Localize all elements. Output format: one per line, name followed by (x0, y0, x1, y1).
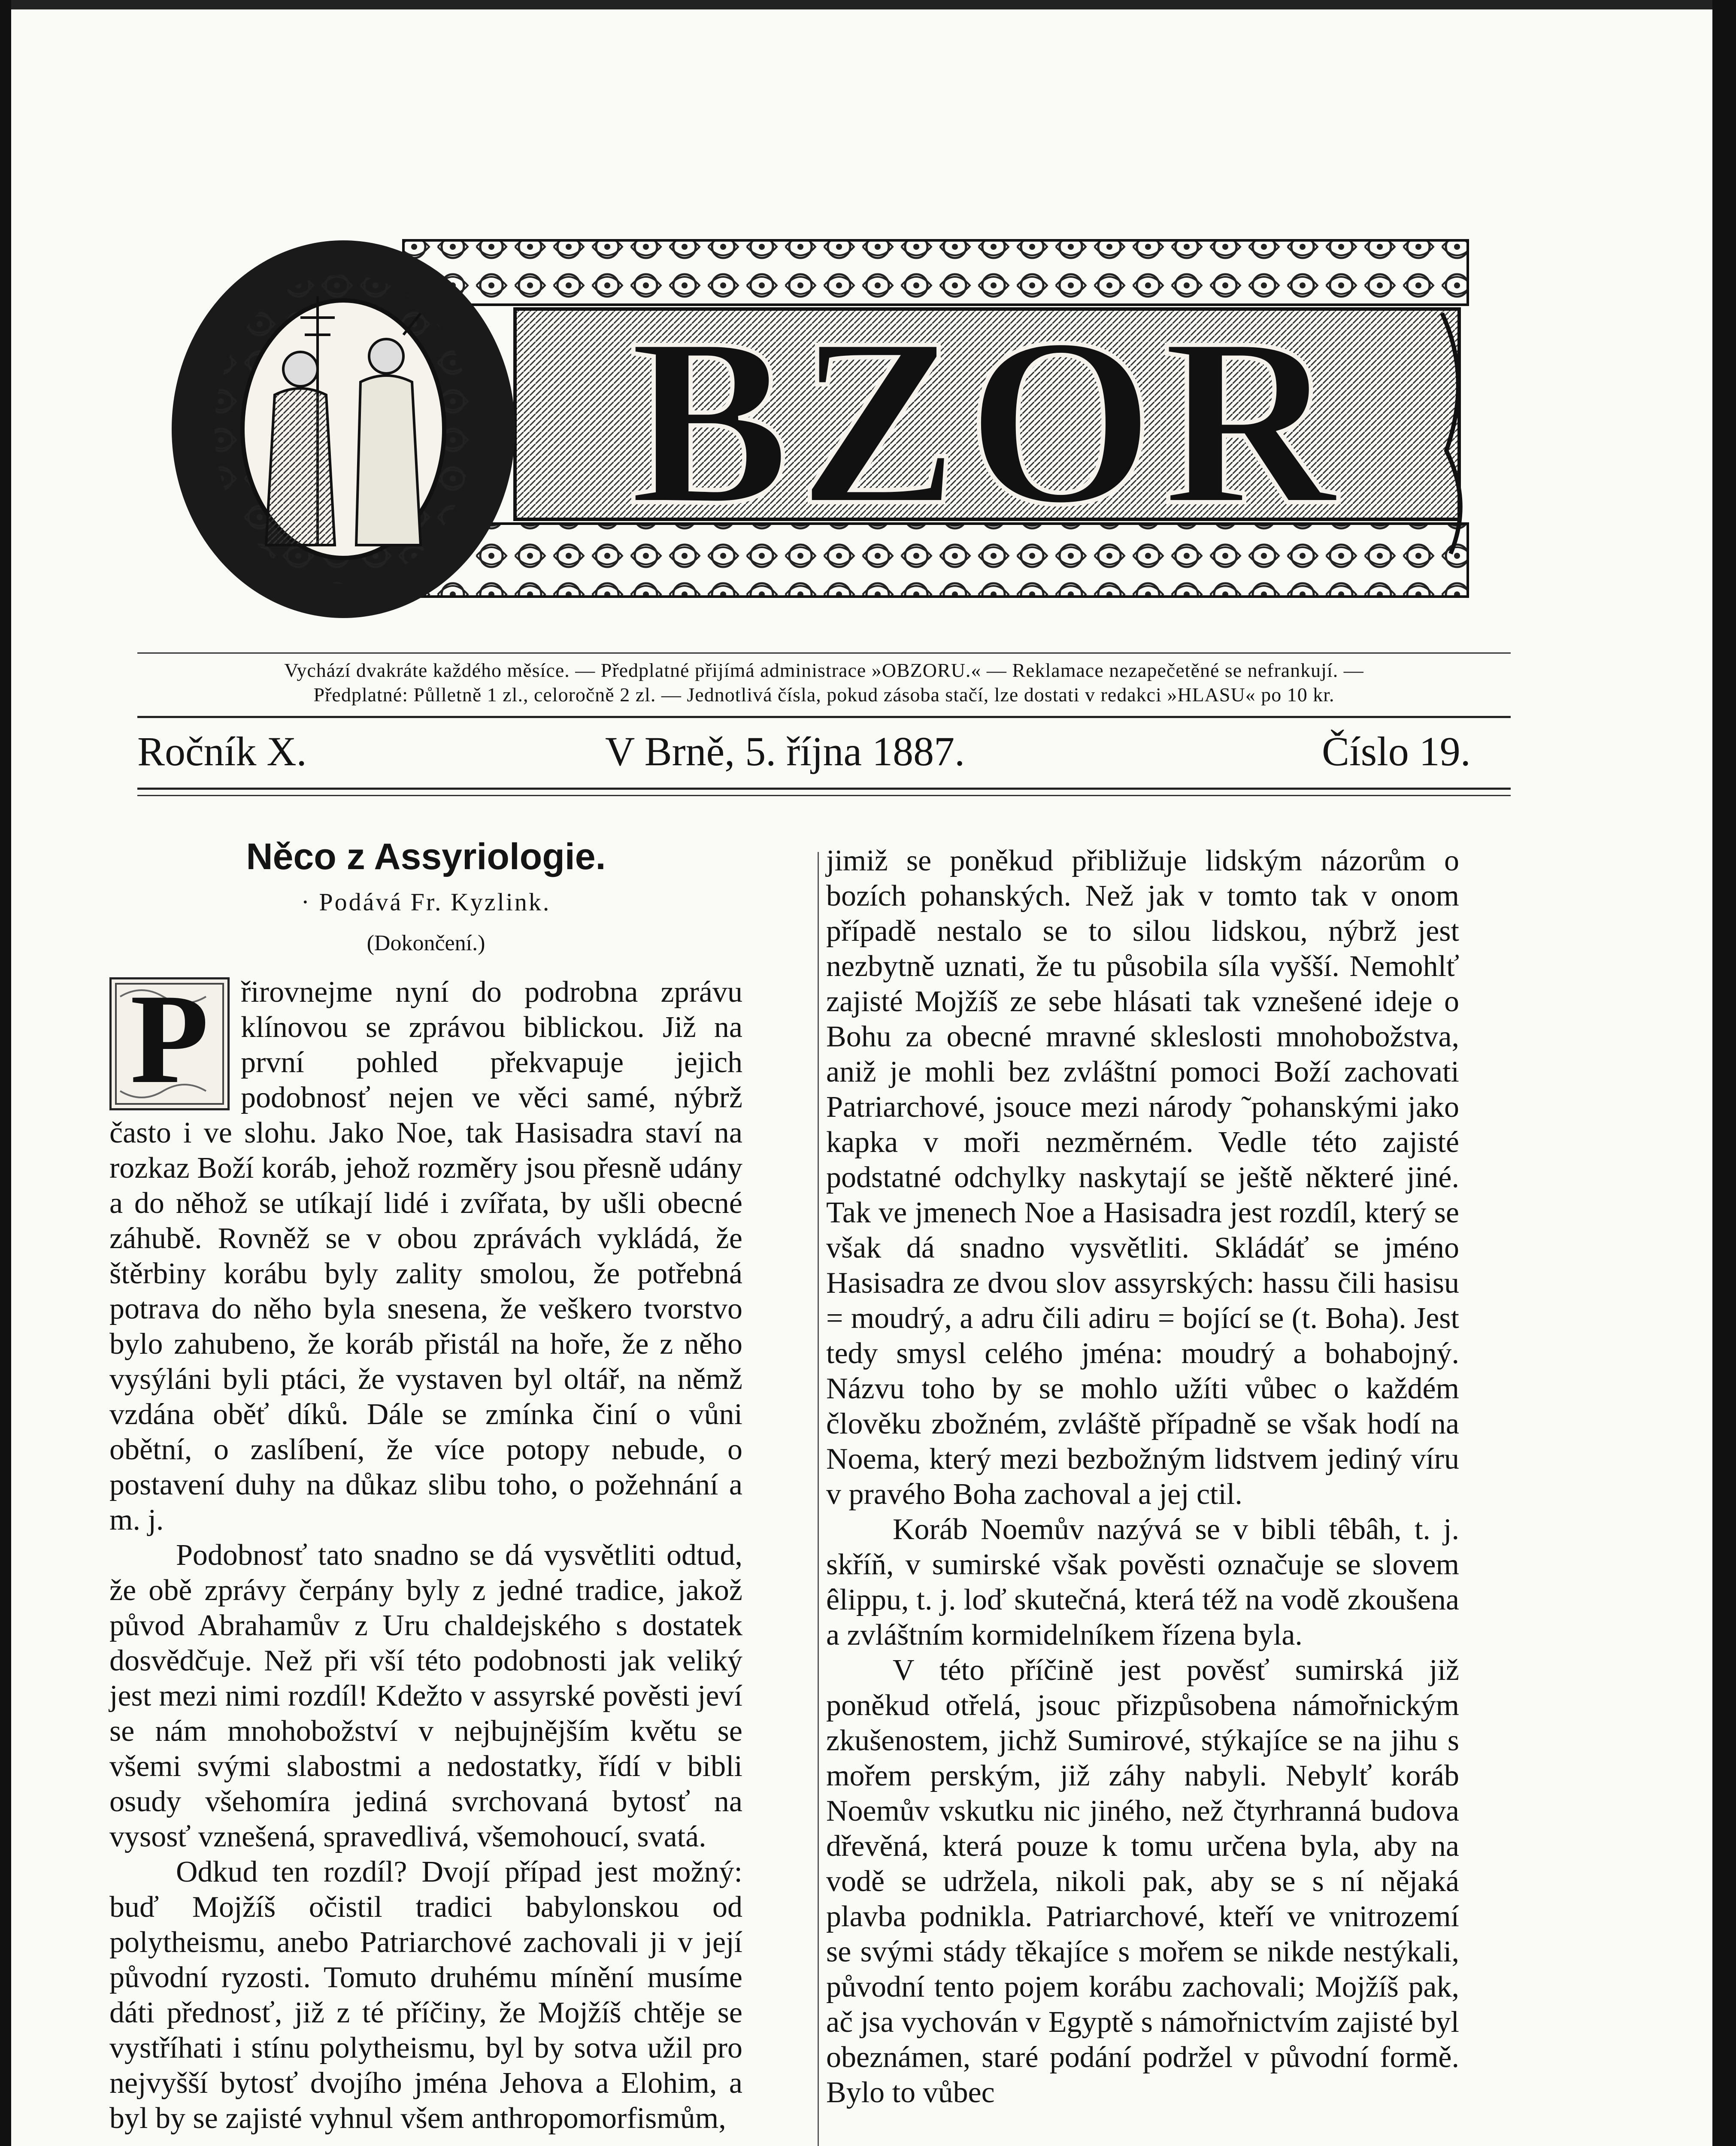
paragraph-6: V této příčině jest pověsť sumirská již poněkud otřelá, jsouc přizpůsobena námořnickým zkušenostem, jichž Sumirové, stýkajíce se na jihu s mořem perským, již záhy nabyli. Nebylť koráb Noemův vskutku nic jiného, než čtyrhranná budova dřevěná, která pouze k tomu určena byla, aby na vodě se udržela, nikoli pak, aby se s ní nějaká plavba podnikla. Patriarchové, kteří ve vnitrozemí se svými stády těkajíce s mořem se nikde nestýkali, původní tento pojem korábu zachovali; Mojžíš pak, ač jsa vychován v Egyptě s námořnictvím zajisté byl obeznámen, staré podání podržel v původní formě. Bylo to vůbec (826, 1654, 1459, 2109)
drop-cap (109, 967, 230, 1110)
article-title: Něco z Assyriologie. (246, 836, 606, 877)
rule-issue-top (137, 716, 1511, 718)
masthead (163, 227, 1476, 631)
volume-label: Ročník X. (137, 728, 307, 774)
scan-edge-top (0, 0, 1736, 9)
rule-issue-bottom (137, 788, 1511, 790)
column-divider (818, 852, 819, 2146)
masthead-letters: BZOR (629, 288, 1345, 555)
subscription-info-line-1: Vychází dvakráte každého měsíce. — Předplatné přijímá administrace »OBZORU.« — Reklamace nezapečetěné se nefrankují. — (284, 659, 1364, 681)
paragraph-1-text: řirovnejme nyní do podrobna zprávu klínovou se zprávou biblickou. Již na první pohled překvapuje jejich podobnosť nejen ve věci samé, nýbrž často i ve slohu. Jako Noe, tak Hasisadra staví na rozkaz Boží koráb, jehož rozměry jsou přesně udány a do něhož se utíkají lidé i zvířata, by ušli obecné záhubě. Rovněž se v obou zprávách vykládá, že štěrbiny korábu byly zality smolou, že potřebná potrava do něho byla snesena, že veškero tvorstvo bylo zahubeno, že koráb přistál na hoře, že z něho vysýláni byli ptáci, že vystaven byl oltář, na němž vzdána oběť díků. Dále se zmínka činí o vůni obětní, o zaslíbení, že více potopy nebude, o postavení duhy na důkaz slibu toho, o požehnání a m. j. (109, 976, 742, 1537)
article-column-right (826, 843, 1459, 2146)
subscription-info-line-2: Předplatné: Půlletně 1 zl., celoročně 2 zl. — Jednotlivá čísla, pokud zásoba stačí, lze dostati v redakci »HLASU« po 10 kr. (313, 684, 1335, 706)
paragraph-2: Podobnosť tato snadno se dá vysvětliti odtud, že obě zprávy čerpány byly z jedné tradice, jakož původ Abrahamův z Uru chaldejského s dostatek dosvědčuje. Než při vší této podobnosti jak veliký jest mezi nimi rozdíl! Kdežto v assyrské pověsti jeví se nám mnohobožství v nejbujnějším květu se všemi svými slabostmi a nedostatky, řídí v bibli osudy všehomíra jediná svrchovaná bytosť na vysosť vznešená, spravedlivá, všemohoucí, svatá. (109, 1539, 742, 1853)
scan-edge-right (1712, 0, 1736, 2146)
article-byline: · Podává Fr. Kyzlink. (301, 888, 551, 916)
paragraph-4: jimiž se poněkud přibližuje lidským názorům o bozích pohanských. Než jak v tomto tak v onom případě nestalo se to silou lidskou, nýbrž jest nezbytně uznati, že tu působila síla vyšší. Nemohlť zajisté Mojžíš ze sebe hlásati tak vznešené ideje o Bohu za obecné mravné skleslosti mnohobožstva, aniž je mohli bez zvláštní pomoci Boží zachovati Patriarchové, jsouce mezi národy ˜pohanskými jako kapka v moři nezměrném. Vedle této zajisté podstatné odchylky naskytají se ještě některé jiné. Tak ve jmenech Noe a Hasisadra jest rozdíl, který se však dá snadno vysvětliti. Skládáť se jméno Hasisadra ze dvou slov assyrských: hassu čili hasisu = moudrý, a adru čili adiru = bojící se (t. Boha). Jest tedy smysl celého jména: moudrý a bohabojný. Názvu toho by se mohlo užíti vůbec o každém člověku zbožném, zvláště případně se však hodí na Noema, který mezi bezbožným lidstvem jediný víru v pravého Boha zachoval a jej ctil. (826, 844, 1459, 1511)
paragraph-1 (109, 967, 742, 1538)
issue-number: Číslo 19. (1322, 728, 1471, 774)
rule-info-top (137, 652, 1511, 654)
article-continued-label: (Dokončení.) (367, 931, 485, 955)
article-column-left (109, 831, 742, 2146)
scan-edge-left (0, 0, 11, 2146)
drop-cap-letter: P (130, 967, 209, 1110)
place-date: V Brně, 5. října 1887. (605, 728, 965, 774)
masthead-artwork (163, 227, 1476, 631)
rule-issue-bottom-thin (137, 795, 1511, 796)
paragraph-3: Odkud ten rozdíl? Dvojí případ jest možný: buď Mojžíš očistil tradici babylonskou od polytheismu, anebo Patriarchové zachovali ji v její původní ryzosti. Tomuto druhému mínění musíme dáti přednosť, již z té příčiny, že Mojžíš chtěje se vystříhati i stínu polytheismu, byl by sotva užil pro nejvyšší bytosť dvojího jména Jehova a Elohim, a byl by se zajisté vyhnul všem anthropomorfismům, (109, 1855, 742, 2135)
paragraph-5: Koráb Noemův nazývá se v bibli têbâh, t. j. skříň, v sumirské však pověsti označuje se slovem êlippu, t. j. loď skutečná, která též na vodě zkoušena a zvláštním kormidelníkem řízena byla. (826, 1513, 1459, 1652)
